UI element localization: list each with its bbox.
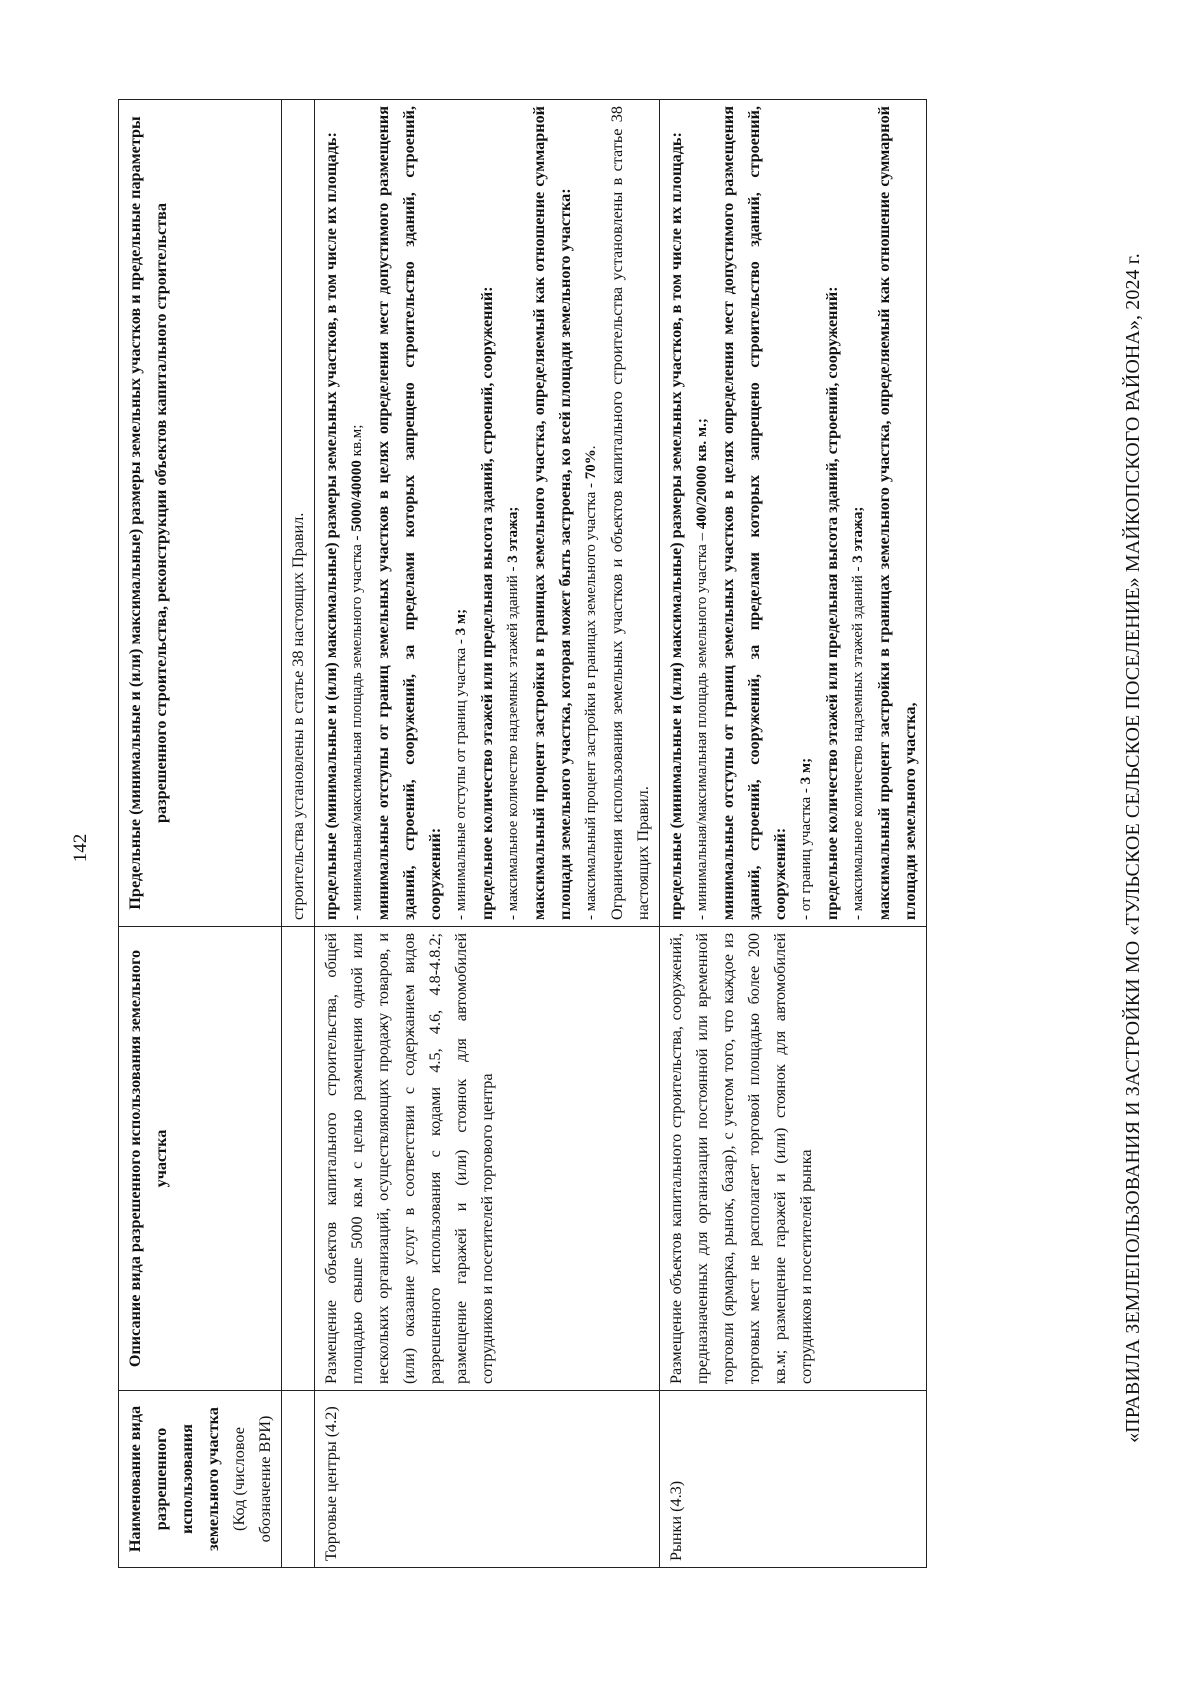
param-floors-heading: предельное количество этажей или предельная высота зданий, строений, сооружений: [823,286,841,920]
table-row [660,100,927,1568]
param-coverage-heading: максимальный процент застройки в границах земельного участка, определяемый как отношение суммарной площади земельного участка, которая может быть застроена, ко всей площади земельного участка: [530,106,574,920]
row-name: Рынки (4.3) [660,1391,927,1568]
header-col-description: Описание вида разрешенного использования земельного участка [119,927,282,1391]
param-floors-heading: предельное количество этажей или предельная высота зданий, строений, сооружений: [478,286,496,920]
header-col-name-bold: Наименование вида разрешенного использования земельного участка [126,1405,222,1553]
param-setback-value: 3 м; [453,608,469,636]
param-setback-text: - от границ участка - [798,784,814,920]
continuation-cell-description [282,927,315,1391]
header-col-parameters: Предельные (минимальные и (или) максимальные) размеры земельных участков и предельные параметры разрешенного строительства, реконструкции объектов капитального строительства [119,100,282,927]
row-name: Торговые центры (4.2) [315,1391,660,1568]
row-parameters [315,100,660,927]
row-description: Размещение объектов капитального строительства, общей площадью свыше 5000 кв.м с целью размещения одной или нескольких организаций, осуществляющих продажу товаров, и (или) оказание услуг в соответствии с содержанием видов разрешенного использования с кодами 4.5, 4.6, 4.8-4.8.2; размещение гаражей и (или) стоянок для автомобилей сотрудников и посетителей торгового центра [315,927,660,1391]
param-setback-text: - минимальные отступы от границ участка - [453,635,469,920]
param-size-heading: предельные (минимальные и (или) максимальные) размеры земельных участков, в том числе их площадь: [667,132,685,920]
continuation-cell-parameters: строительства установлены в статье 38 настоящих Правил. [282,100,315,927]
header-col-name-code: (Код (числовое обозначение ВРИ) [230,1415,274,1543]
document-footer: «ПРАВИЛА ЗЕМЛЕПОЛЬЗОВАНИЯ И ЗАСТРОЙКИ МО «ТУЛЬСКОЕ СЕЛЬСКОЕ ПОСЕЛЕНИЕ» МАЙКОПСКОГО РАЙОНА», 2024 г. [1122,253,1144,1443]
continuation-cell-name [282,1391,315,1568]
param-coverage-heading: максимальный процент застройки в границах земельного участка, определяемый как отношение суммарной площади земельного участка, [875,106,919,920]
param-floors-text: - максимальное количество надземных этажей зданий - [850,562,866,920]
param-floors-value: 3 этажа; [505,506,521,563]
param-floors-value: 3 этажа; [850,506,866,563]
param-area-value: 400/20000 кв. м.; [694,418,710,530]
row-parameters [660,100,927,927]
page-number: 142 [70,833,91,863]
param-size-heading: предельные (минимальные и (или) максимальные) размеры земельных участков, в том числе их площадь: [322,132,340,920]
regulations-table [118,99,927,1568]
param-restrictions: Ограничения использования земельных участков и объектов капитального строительства установлены в статье 38 настоящих Правил. [608,106,652,920]
param-area-unit: кв.м; [349,424,365,461]
param-coverage-tail: . [583,445,599,450]
param-area-value: 5000/40000 [349,460,365,532]
table-header-row [119,100,282,1568]
header-col-name [119,1391,282,1568]
param-setback-heading: минимальные отступы от границ земельных участков в целях определения мест допустимого размещения зданий, строений, сооружений, за пределами которых запрещено строительство зданий, строений, сооружений: [719,106,789,920]
table-row-continuation [282,100,315,1568]
param-setback-value: 3 м; [798,757,814,785]
param-floors-text: - максимальное количество надземных этажей зданий - [505,562,521,920]
param-coverage-text: - максимальный процент застройки в границах земельного участка - [583,479,599,920]
param-area-text: - минимальная/максимальная площадь земельного участка - [349,531,365,920]
param-area-text: - минимальная/максимальная площадь земельного участка – [694,529,710,920]
param-coverage-value: 70% [583,449,599,480]
row-description: Размещение объектов капитального строительства, сооружений, предназначенных для организации постоянной или временной торговли (ярмарка, рынок, базар), с учетом того, что каждое из торговых мест не располагает торговой площадью более 200 кв.м; размещение гаражей и (или) стоянок для автомобилей сотрудников и посетителей рынка [660,927,927,1391]
param-setback-heading: минимальные отступы от границ земельных участков в целях определения мест допустимого размещения зданий, строений, сооружений, за пределами которых запрещено строительство зданий, строений, сооружений: [374,106,444,920]
table-row [315,100,660,1568]
